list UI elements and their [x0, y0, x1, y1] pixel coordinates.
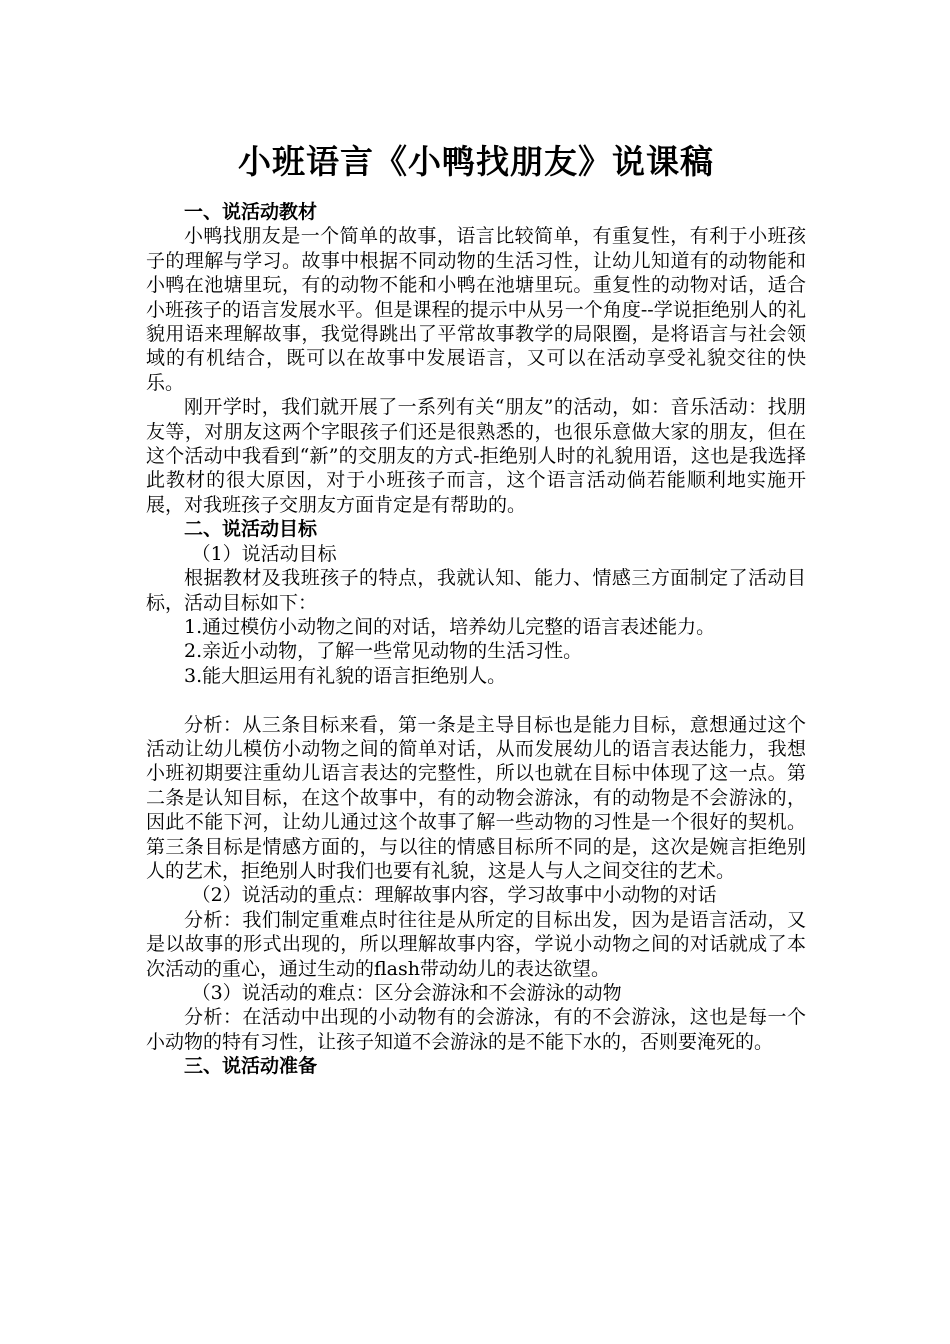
subheading-key-point: （2）说活动的重点：理解故事内容，学习故事中小动物的对话: [191, 884, 717, 907]
paragraph-materials-2: 刚开学时，我们就开展了一系列有关“朋友”的活动，如：音乐活动：找朋友等，对朋友这两个字眼孩子们还是很熟悉的，也很乐意做大家的朋友，但在这个活动中我看到“新”的交朋友的方式-拒绝别人时的礼貌用语，这也是我选择此教材的很大原因，对于小班孩子而言，这个语言活动倘若能顺利地实施开展，对我班孩子交朋友方面肯定是有帮助的。: [146, 396, 806, 516]
goal-item-1: 1.通过模仿小动物之间的对话，培养幼儿完整的语言表述能力。: [184, 615, 716, 638]
subheading-difficulty: （3）说活动的难点：区分会游泳和不会游泳的动物: [191, 981, 622, 1004]
paragraph-materials-1: 小鸭找朋友是一个简单的故事，语言比较简单，有重复性，有利于小班孩子的理解与学习。故事中根据不同动物的生活习性，让幼儿知道有的动物能和小鸭在池塘里玩，有的动物不能和小鸭在池塘里玩。重复性的动物对话，适合小班孩子的语言发展水平。但是课程的提示中从另一个角度--学说拒绝别人的礼貌用语来理解故事，我觉得跳出了平常故事教学的局限圈，是将语言与社会领域的有机结合，既可以在故事中发展语言，又可以在活动享受礼貌交往的快乐。: [146, 225, 806, 394]
subheading-goals: （1）说活动目标: [191, 542, 337, 565]
blank-line: [146, 688, 806, 712]
section-heading-goals: 二、说活动目标: [184, 518, 318, 541]
paragraph-goals-analysis: 分析：从三条目标来看，第一条是主导目标也是能力目标，意想通过这个活动让幼儿模仿小动物之间的简单对话，从而发展幼儿的语言表达能力，我想小班初期要注重幼儿语言表达的完整性，所以也就在目标中体现了这一点。第二条是认知目标，在这个故事中，有的动物会游泳，有的动物是不会游泳的，因此不能下河，让幼儿通过这个故事了解一些动物的习性是一个很好的契机。第三条目标是情感方面的，与以往的情感目标所不同的是，这次是婉言拒绝别人的艺术，拒绝别人时我们也要有礼貌，这是人与人之间交往的艺术。: [146, 713, 806, 882]
paragraph-difficulty-analysis: 分析：在活动中出现的小动物有的会游泳，有的不会游泳，这也是每一个小动物的特有习性，让孩子知道不会游泳的是不能下水的，否则要淹死的。: [146, 1006, 806, 1053]
document-title: 小班语言《小鸭找朋友》说课稿: [238, 142, 714, 181]
goal-item-2: 2.亲近小动物，了解一些常见动物的生活习性。: [184, 640, 583, 663]
goal-item-3: 3.能大胆运用有礼貌的语言拒绝别人。: [184, 664, 507, 687]
section-heading-preparation: 三、说活动准备: [184, 1055, 318, 1078]
paragraph-key-point-analysis: 分析：我们制定重难点时往往是从所定的目标出发，因为是语言活动，又是以故事的形式出现的，所以理解故事内容，学说小动物之间的对话就成了本次活动的重心，通过生动的flash带动幼儿的表达欲望。: [146, 908, 806, 980]
document-body: [146, 200, 806, 1079]
section-heading-materials: 一、说活动教材: [184, 201, 318, 223]
paragraph-goals-intro: 根据教材及我班孩子的特点，我就认知、能力、情感三方面制定了活动目标，活动目标如下：: [146, 567, 806, 614]
